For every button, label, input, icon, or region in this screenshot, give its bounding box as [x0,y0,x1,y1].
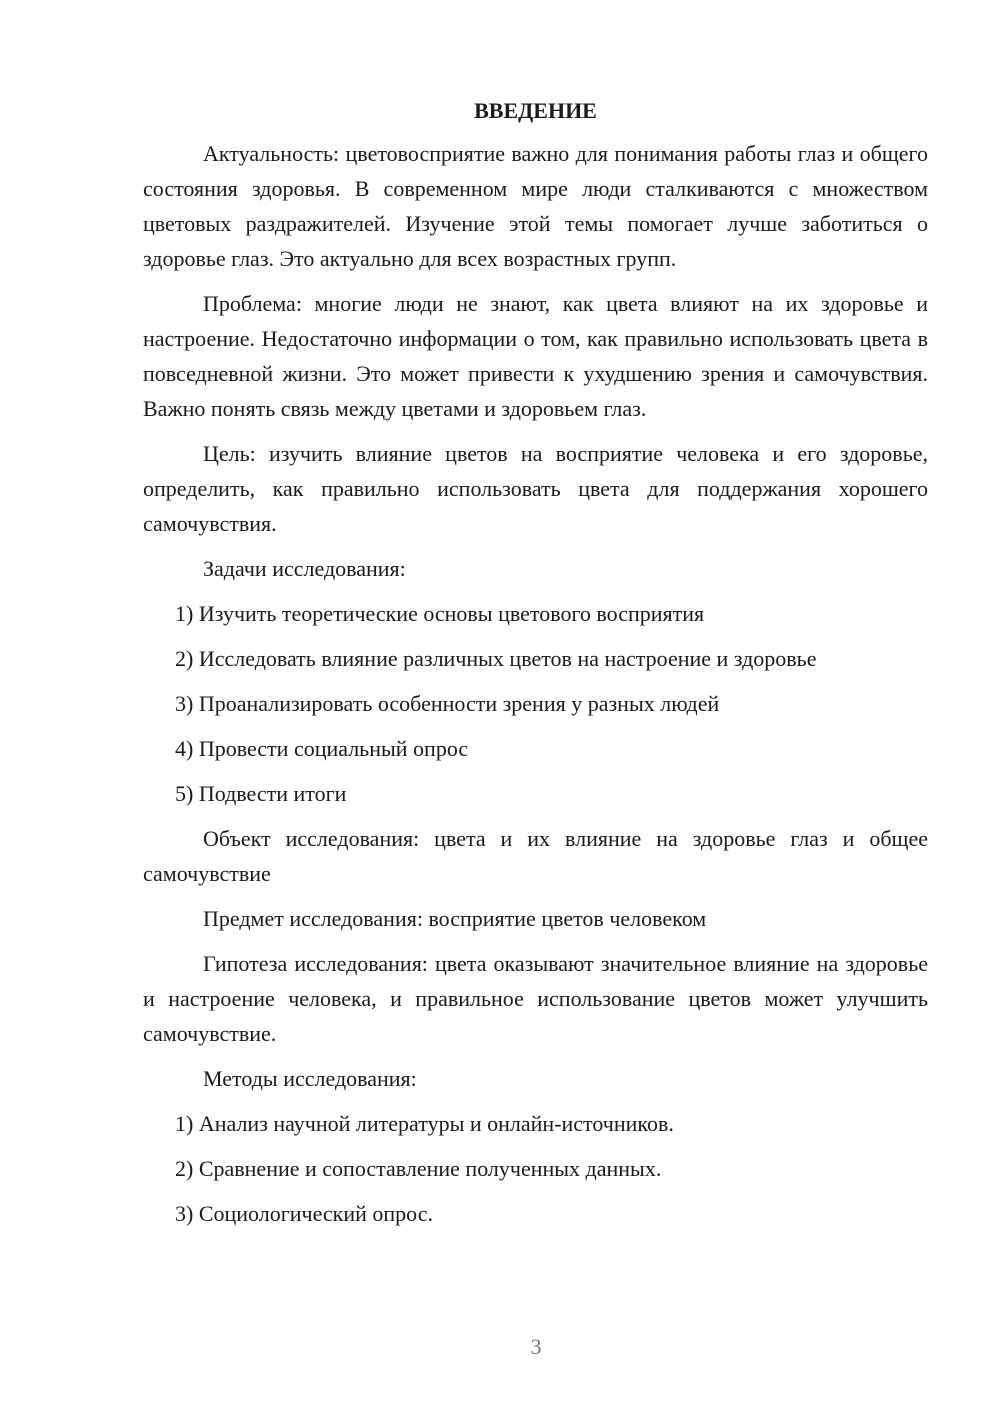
list-item: 2) Исследовать влияние различных цветов на настроение и здоровье [175,646,817,671]
page-title: ВВЕДЕНИЕ [474,98,597,123]
page-number: 3 [530,1334,542,1359]
hypothesis-paragraph: Гипотеза исследования: цвета оказывают значительное влияние на здоровье и настроение человека, и правильное использование цветов может улучшить самочувствие. [143,951,928,1046]
tasks-list [143,596,928,811]
list-item: 1) Изучить теоретические основы цветового восприятия [175,601,705,626]
list-item: 4) Провести социальный опрос [175,736,469,761]
relevance-paragraph: Актуальность: цветовосприятие важно для понимания работы глаз и общего состояния здоровья. В современном мире люди сталкиваются с множеством цветовых раздражителей. Изучение этой темы помогает лучше заботиться о здоровье глаз. Это актуально для всех возрастных групп. [143,141,928,271]
list-item: 3) Социологический опрос. [175,1201,433,1226]
list-item: 3) Проанализировать особенности зрения у разных людей [175,691,720,716]
problem-paragraph: Проблема: многие люди не знают, как цвета влияют на их здоровье и настроение. Недостаточно информации о том, как правильно использовать цвета в повседневной жизни. Это может привести к ухудшению зрения и самочувствия. Важно понять связь между цветами и здоровьем глаз. [143,291,928,421]
list-item: 1) Анализ научной литературы и онлайн-источников. [175,1111,674,1136]
page-content [143,96,928,1241]
subject-paragraph: Предмет исследования: восприятие цветов человеком [203,906,707,931]
list-item: 2) Сравнение и сопоставление полученных данных. [175,1156,662,1181]
object-paragraph: Объект исследования: цвета и их влияние на здоровье глаз и общее самочувствие [143,826,928,886]
tasks-heading: Задачи исследования: [203,556,406,581]
methods-heading: Методы исследования: [203,1066,417,1091]
goal-paragraph: Цель: изучить влияние цветов на восприятие человека и его здоровье, определить, как правильно использовать цвета для поддержания хорошего самочувствия. [143,441,928,536]
list-item: 5) Подвести итоги [175,781,347,806]
methods-list [143,1106,928,1231]
